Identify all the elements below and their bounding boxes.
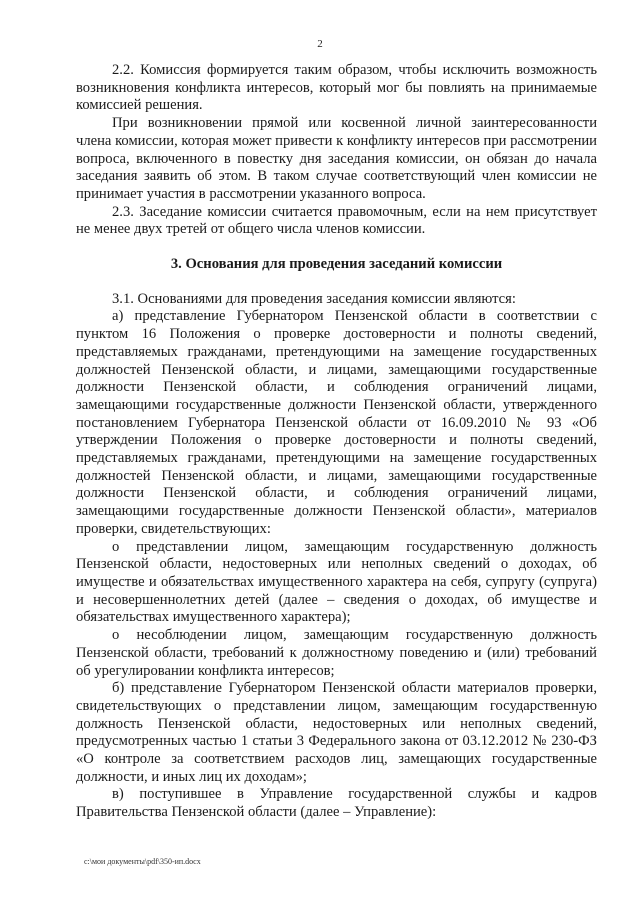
document-body <box>76 62 597 822</box>
paragraph-subitem-noncompliance: о несоблюдении лицом, замещающим государственную должность Пензенской области, требований к должностному поведению и (или) требований об урегулировании конфликта интересов; <box>76 627 597 679</box>
paragraph-2-2: 2.2. Комиссия формируется таким образом, чтобы исключить возможность возникновения конфликта интересов, который мог бы повлиять на принимаемые комиссией решения. <box>76 62 597 114</box>
section-heading: 3. Основания для проведения заседаний комиссии <box>170 256 503 273</box>
footer-file-path: c:\мои документы\pdf\350-ип.docx <box>84 857 201 866</box>
paragraph-item-a: а) представление Губернатором Пензенской области в соответствии с пунктом 16 Положения о проверке достоверности и полноты сведений, представляемых гражданами, претендующими на замещение государственных должностей Пензенской области, и лицами, замещающими государственные должности Пензенской области, и соблюдения ограничений лицами, замещающими государственные должности Пензенской области, утвержденного постановлением Губернатора Пензенской области от 16.09.2010 № 93 «Об утверждении Положения о проверке достоверности и полноты сведений, представляемых гражданами, претендующими на замещение государственных должностей Пензенской области, и лицами, замещающими государственные должности Пензенской области, и соблюдения ограничений лицами, замещающими государственные должности Пензенской области», материалов проверки, свидетельствующих: <box>76 308 597 537</box>
paragraph-subitem-unreliable-info: о представлении лицом, замещающим государственную должность Пензенской области, недостоверных или неполных сведений о доходах, об имуществе и обязательствах имущественного характера на себя, супругу (супруга) и несовершеннолетних детей (далее – сведения о доходах, об имуществе и обязательствах имущественного характера); <box>76 538 597 626</box>
paragraph-item-b: б) представление Губернатором Пензенской области материалов проверки, свидетельствующих о представлении лицом, замещающим государственную должность Пензенской области, недостоверных или неполных сведений, предусмотренных частью 1 статьи 3 Федерального закона от 03.12.2012 № 230-ФЗ «О контроле за соответствием расходов лиц, замещающих государственные должности, и иных лиц их доходам»; <box>76 680 597 785</box>
paragraph-2-3: 2.3. Заседание комиссии считается правомочным, если на нем присутствует не менее двух третей от общего числа членов комиссии. <box>76 203 597 238</box>
page-number: 2 <box>317 38 323 50</box>
paragraph-3-1: 3.1. Основаниями для проведения заседания комиссии являются: <box>112 290 516 307</box>
paragraph-conflict-interest: При возникновении прямой или косвенной личной заинтересованности члена комиссии, которая может привести к конфликту интересов при рассмотрении вопроса, включенного в повестку дня заседания комиссии, он обязан до начала заседания заявить об этом. В таком случае соответствующий член комиссии не принимает участия в рассмотрении указанного вопроса. <box>76 115 597 202</box>
paragraph-item-v: в) поступившее в Управление государственной службы и кадров Правительства Пензенской области (далее – Управление): <box>76 786 597 821</box>
